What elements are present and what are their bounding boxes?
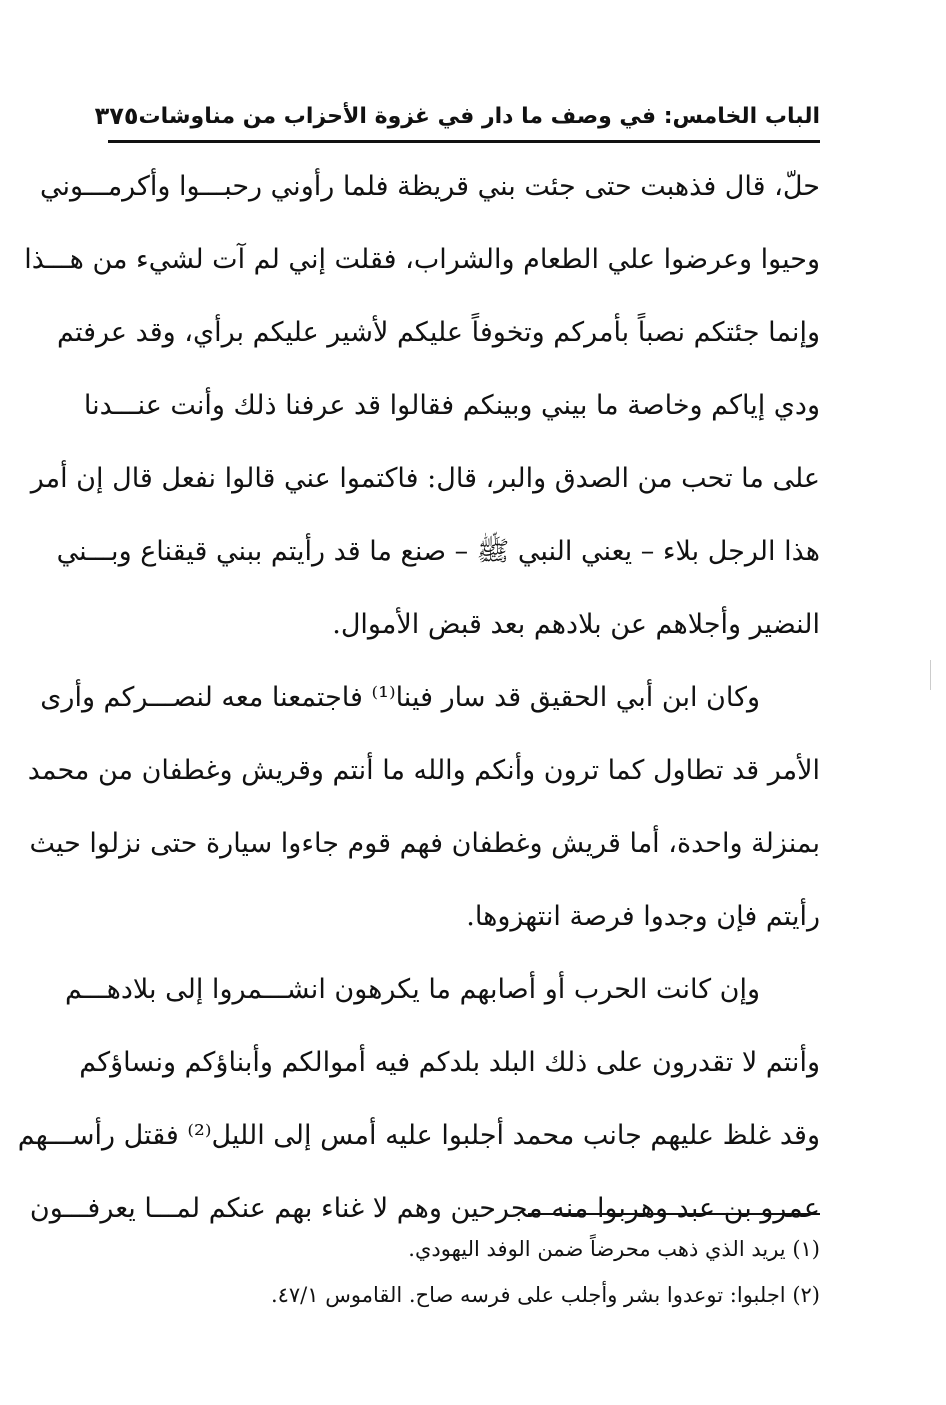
text-line: وأنتم لا تقدرون على ذلك البلد بلدكم فيه أموالكم وأبناؤكم ونساؤكم bbox=[79, 1047, 820, 1078]
text-line: ودي إياكم وخاصة ما بيني وبينكم فقالوا قد عرفنا ذلك وأنت عنـــدنا bbox=[83, 390, 820, 421]
text-line: على ما تحب من الصدق والبر، قال: فاكتموا عني قالوا نفعل قال إن أمر bbox=[30, 463, 820, 494]
chapter-title: الباب الخامس: في وصف ما دار في غزوة الأحزاب من مناوشات bbox=[138, 103, 820, 129]
text-line: بمنزلة واحدة، أما قريش وغطفان فهم قوم جاءوا سيارة حتى نزلوا حيث bbox=[29, 828, 820, 859]
text-line: عمرو بن عبد وهربوا منه مجرحين وهم لا غناء بهم عنكم لمـــا يعرفـــون bbox=[29, 1193, 820, 1224]
text-line: وإن كانت الحرب أو أصابهم ما يكرهون انشـــمروا إلى بلادهـــم bbox=[64, 974, 760, 1005]
text-line: وحيوا وعرضوا علي الطعام والشراب، فقلت إني لم آت لشيء من هـــذا bbox=[24, 244, 820, 275]
text-line: حلّ، قال فذهبت حتى جئت بني قريظة فلما رأوني رحبـــوا وأكرمـــوني bbox=[40, 171, 820, 202]
text-line: الأمر قد تطاول كما ترون وأنكم والله ما أنتم وقريش وغطفان من محمد bbox=[27, 755, 820, 786]
text-line: النضير وأجلاهم عن بلادهم بعد قبض الأموال. bbox=[332, 609, 820, 640]
footnotes bbox=[108, 1226, 820, 1318]
text-line: هذا الرجل بلاء – يعني النبي ﷺ – صنع ما قد رأيتم ببني قيقناع وبـــني bbox=[56, 536, 820, 567]
footnote: (١) يريد الذي ذهب محرضاً ضمن الوفد اليهودي. bbox=[408, 1237, 820, 1261]
text-line: وكان ابن أبي الحقيق قد سار فينا⁽¹⁾ فاجتمعنا معه لنصـــركم وأرى bbox=[40, 682, 760, 713]
header-rule bbox=[108, 140, 820, 143]
running-header bbox=[94, 96, 820, 136]
text-line: وقد غلظ عليهم جانب محمد أجلبوا عليه أمس إلى الليل⁽²⁾ فقتل رأســـهم bbox=[17, 1120, 820, 1151]
main-text bbox=[17, 150, 820, 1245]
text-line: رأيتم فإن وجدوا فرصة انتهزوها. bbox=[466, 901, 820, 932]
scan-margin-mark bbox=[930, 660, 931, 690]
page-number: ٣٧٥ bbox=[94, 102, 139, 130]
footnote: (٢) اجلبوا: توعدوا بشر وأجلب على فرسه صاح. القاموس ٤٧/١. bbox=[270, 1283, 820, 1307]
text-line: وإنما جئتكم نصباً بأمركم وتخوفاً عليكم لأشير عليكم برأي، وقد عرفتم bbox=[56, 317, 820, 348]
footnote-rule bbox=[528, 1213, 820, 1215]
